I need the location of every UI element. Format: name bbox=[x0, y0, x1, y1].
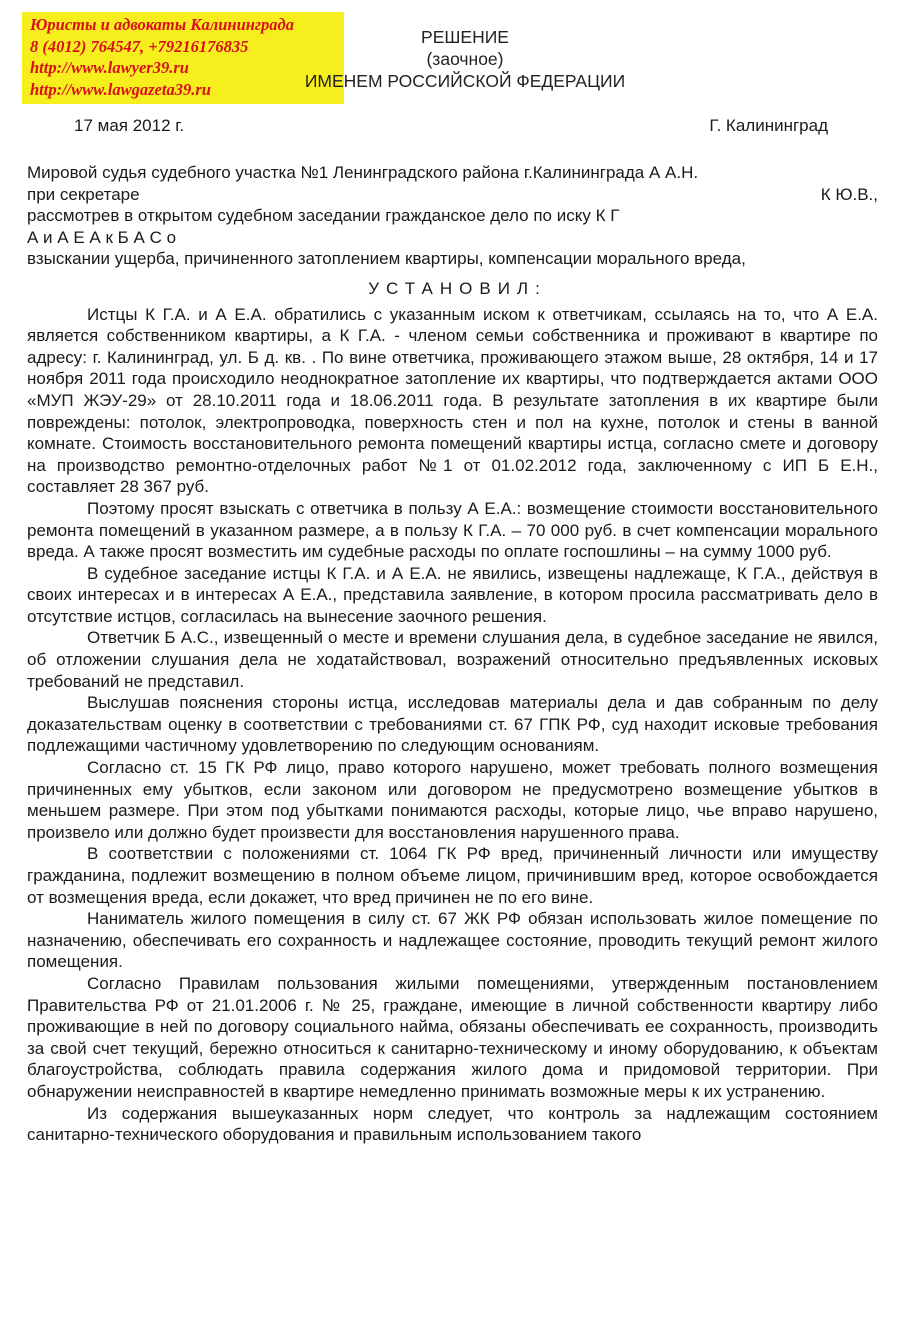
document-heading-line: ИМЕНЕМ РОССИЙСКОЙ ФЕДЕРАЦИИ bbox=[304, 71, 626, 91]
stamp-link-lawgazeta39[interactable]: http://www.lawgazeta39.ru bbox=[30, 79, 211, 99]
paragraph: Истцы К Г.А. и А Е.А. обратились с указанным иском к ответчикам, ссылаясь на то, что А Е.А. является собственником квартиры, а К Г.А. - членом семьи собственника и проживают в квартире по адресу: г. Калининград, ул. Б д. кв. . По вине ответчика, проживающего этажом выше, 28 октября, 14 и 17 ноября 2011 года происходило неоднократное затопление их квартиры, что подтверждается актами ООО «МУП ЖЭУ-29» от 28.10.2011 года и 18.06.2011 года. В результате затопления в их квартире были повреждены: потолок, электропроводка, поверхность стен и пол на кухне, потолок и стены в ванной комнате. Стоимость восстановительного ремонта помещений квартиры истца, согласно смете и договору на производство ремонтно-отделочных работ №1 от 01.02.2012 года, заключенному с ИП Б Е.Н., составляет 28 367 руб. bbox=[27, 304, 878, 497]
paragraph: В соответствии с положениями ст. 1064 ГК РФ вред, причиненный личности или имуществу гражданина, подлежит возмещению в полном объеме лицом, причинившим вред, которое освобождается от возмещения вреда, если докажет, что вред причинен не по его вине. bbox=[27, 844, 878, 907]
intro-line-3: рассмотрев в открытом судебном заседании гражданское дело по иску К Г bbox=[27, 206, 620, 226]
paragraph: Наниматель жилого помещения в силу ст. 67 ЖК РФ обязан использовать жилое помещение по назначению, обеспечивать его сохранность и надлежащее состояние, проводить текущий ремонт жилого помещения. bbox=[27, 909, 878, 972]
paragraph: Согласно Правилам пользования жилыми помещениями, утвержденным постановлением Правительства РФ от 21.01.2006 г. № 25, граждане, имеющие в личной собственности квартиру либо проживающие в ней по договору социального найма, обязаны обеспечивать ее сохранность, производить за свой счет текущий, бережно относиться к санитарно-техническому и иному оборудованию, к объектам благоустройства, соблюдать правила содержания жилого дома и придомовой территории. При обнаружении неисправностей в квартире немедленно принимать возможные меры к их устранению. bbox=[27, 973, 878, 1101]
document-date: 17 мая 2012 г. bbox=[74, 116, 185, 135]
document-title: РЕШЕНИЕ bbox=[421, 27, 509, 47]
intro-secretary-label: при секретаре bbox=[27, 184, 140, 204]
document-body bbox=[27, 162, 878, 1146]
paragraph: Выслушав пояснения стороны истца, исследовав материалы дела и дав собранным по делу доказательствам оценку в соответствии с требованиями ст. 67 ГПК РФ, суд находит исковые требования подлежащими частичному удовлетворению по следующим основаниям. bbox=[27, 693, 878, 756]
paragraph: Ответчик Б А.С., извещенный о месте и времени слушания дела, в судебное заседание не явился, об отложении слушания дела не ходатайствовал, возражений относительно предъявленных исковых требований не представил. bbox=[27, 628, 878, 691]
document-city: Г. Калининград bbox=[709, 116, 828, 135]
document-subtitle: (заочное) bbox=[426, 49, 504, 69]
intro-line-1: Мировой судья судебного участка №1 Ленинградского района г.Калининграда А А.Н. bbox=[27, 163, 699, 182]
intro-line-2 bbox=[27, 184, 878, 206]
paragraph: В судебное заседание истцы К Г.А. и А Е.А. не явились, извещены надлежаще, К Г.А., действуя в своих интересах и в интересах А Е.А., представила заявление, в котором просила рассматривать дело в отсутствие истцов, согласилась на вынесение заочного решения. bbox=[27, 563, 878, 626]
paragraph: Согласно ст. 15 ГК РФ лицо, право которого нарушено, может требовать полного возмещения причиненных ему убытков, если законом или договором не предусмотрено возмещение убытков в меньшем размере. При этом под убытками понимаются расходы, которые лицо, чье вправо нарушено, произвело или должно будет произвести для восстановления нарушенного права. bbox=[27, 758, 878, 842]
ustanovil-heading: УСТАНОВИЛ: bbox=[368, 278, 547, 298]
date-city-line bbox=[0, 116, 900, 140]
paragraph: Поэтому просят взыскать с ответчика в пользу А Е.А.: возмещение стоимости восстановительного ремонта помещений в указанном размере, а в пользу К Г.А. – 70 000 руб. в счет компенсации морального вреда. А также просят возместить им судебные расходы по оплате госпошлины – на сумму 1000 руб. bbox=[27, 498, 878, 562]
paragraph: Из содержания вышеуказанных норм следует, что контроль за надлежащим состоянием санитарно-технического оборудования и правильным использованием такого bbox=[27, 1103, 878, 1145]
intro-line-4: А и А Е А к Б А С о bbox=[27, 227, 177, 247]
document-header bbox=[260, 26, 670, 92]
intro-line-5: взыскании ущерба, причиненного затоплением квартиры, компенсации морального вреда, bbox=[27, 249, 746, 269]
stamp-link-lawyer39[interactable]: http://www.lawyer39.ru bbox=[30, 58, 189, 77]
stamp-title: Юристы и адвокаты Калининграда bbox=[30, 15, 294, 34]
stamp-phone: 8 (4012) 764547, +79216176835 bbox=[30, 36, 249, 56]
intro-secretary-name: К Ю.В., bbox=[820, 184, 878, 204]
